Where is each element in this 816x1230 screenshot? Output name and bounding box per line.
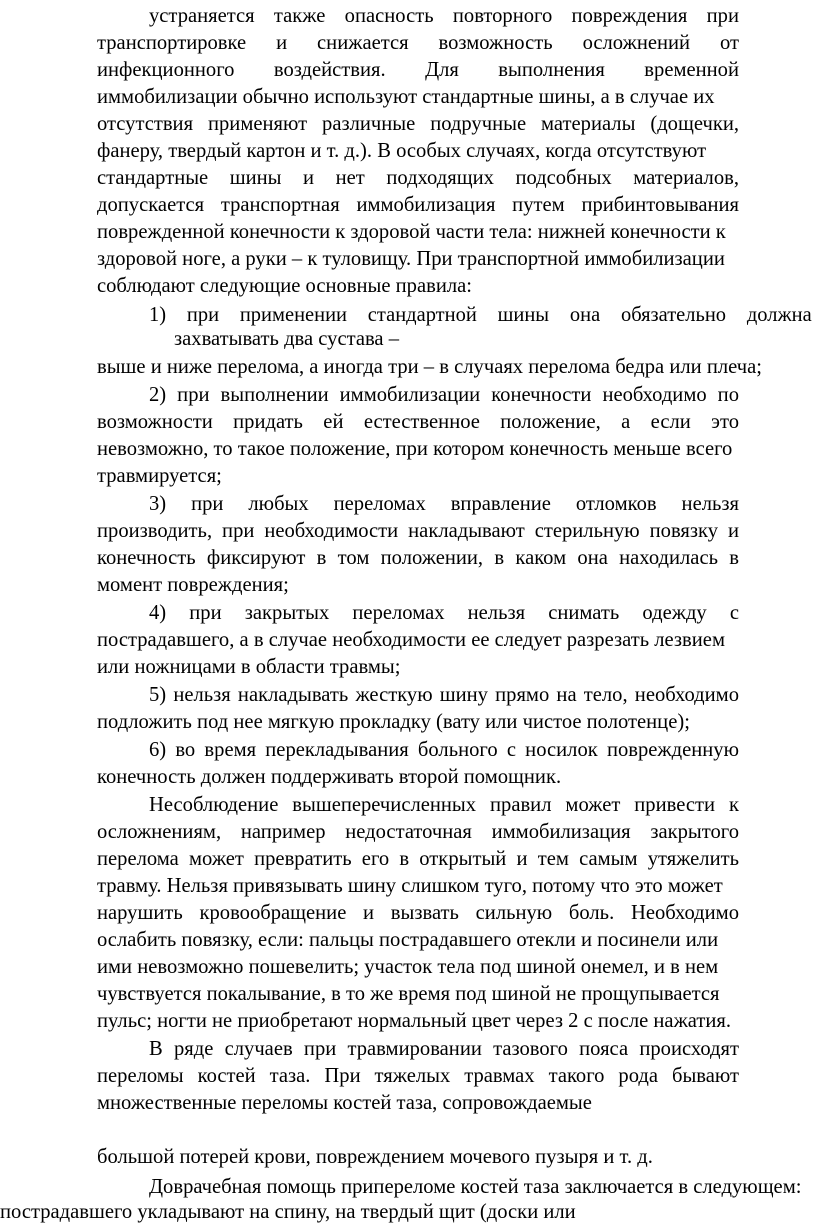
text-line: нарушить кровообращение и вызвать сильную боль. Необходимо	[97, 902, 739, 924]
text-line: невозможно, то такое положение, при котором конечность меньше всего	[97, 438, 733, 460]
list-item-1: 1) при применении стандартной шины она обязательно должна	[149, 304, 812, 326]
text-line: момент повреждения;	[97, 574, 289, 596]
text-line: ослабить повязку, если: пальцы пострадавшего отекли и посинели или	[97, 929, 719, 951]
text-line: большой потерей крови, повреждением мочевого пузыря и т. д.	[97, 1146, 653, 1168]
text-line: иммобилизации обычно используют стандартные шины, а в случае их	[97, 86, 715, 108]
text-line: возможности придать ей естественное положение, а если это	[97, 411, 739, 433]
text-line: инфекционного воздействия. Для выполнения временной	[97, 59, 739, 81]
text-line: ими невозможно пошевелить; участок тела под шиной онемел, и в нем	[97, 956, 719, 978]
text-line: травму. Нельзя привязывать шину слишком туго, потому что это может	[97, 875, 723, 897]
text-line: поврежденной конечности к здоровой части тела: нижней конечности к	[97, 221, 726, 243]
text-line: соблюдают следующие основные правила:	[97, 275, 472, 297]
paragraph-start: Несоблюдение вышеперечисленных правил может привести к	[149, 794, 739, 816]
text-line: чувствуется покалывание, в то же время под шиной не прощупывается	[97, 983, 720, 1005]
text-line: травмируется;	[97, 465, 222, 487]
list-item-6: 6) во время перекладывания больного с носилок поврежденную	[149, 739, 739, 761]
text-line: переломы костей таза. При тяжелых травмах такого рода бывают	[97, 1065, 739, 1087]
text-line: осложнениям, например недостаточная иммобилизация закрытого	[97, 821, 739, 843]
text-line: здоровой ноге, а руки – к туловищу. При транспортной иммобилизации	[97, 248, 725, 270]
text-line: конечность фиксируют в том положении, в каком она находилась в	[97, 547, 739, 569]
text-line: допускается транспортная иммобилизация путем прибинтовывания	[97, 194, 739, 216]
text-line: пострадавшего, а в случае необходимости ее следует разрезать лезвием	[97, 629, 725, 651]
text-line: стандартные шины и нет подходящих подсобных материалов,	[97, 167, 739, 189]
text-line: производить, при необходимости накладывают стерильную повязку и	[97, 520, 739, 542]
text-line: устраняется также опасность повторного повреждения при	[149, 5, 739, 27]
text-line: транспортировке и снижается возможность осложнений от	[97, 32, 739, 54]
text-line: конечность должен поддерживать второй помощник.	[97, 766, 562, 788]
list-item-3: 3) при любых переломах вправление отломков нельзя	[149, 493, 739, 515]
list-item-4: 4) при закрытых переломах нельзя снимать одежду с	[149, 602, 739, 624]
text-line: фанеру, твердый картон и т. д.). В особых случаях, когда отсутствуют	[97, 140, 707, 162]
text-line: перелома может превратить его в открытый и тем самым утяжелить	[97, 848, 739, 870]
paragraph-start: В ряде случаев при травмировании тазового пояса происходят	[149, 1038, 739, 1060]
text-line: пострадавшего укладывают на спину, на твердый щит (доски или	[0, 1201, 576, 1223]
text-line: подложить под нее мягкую прокладку (вату или чистое полотенце);	[97, 711, 690, 733]
text-line: пульс; ногти не приобретают нормальный цвет через 2 с после нажатия.	[97, 1010, 732, 1032]
text-line: множественные переломы костей таза, сопровождаемые	[97, 1092, 592, 1114]
paragraph-start: Доврачебная помощь припереломе костей таза заключается в следующем:	[149, 1176, 802, 1198]
text-line: захватывать два сустава –	[174, 328, 400, 350]
list-item-2: 2) при выполнении иммобилизации конечности необходимо по	[149, 384, 739, 406]
text-line: выше и ниже перелома, а иногда три – в случаях перелома бедра или плеча;	[97, 356, 762, 378]
list-item-5: 5) нельзя накладывать жесткую шину прямо на тело, необходимо	[149, 684, 739, 706]
text-line: отсутствия применяют различные подручные материалы (дощечки,	[97, 113, 739, 135]
text-line: или ножницами в области травмы;	[97, 656, 401, 678]
